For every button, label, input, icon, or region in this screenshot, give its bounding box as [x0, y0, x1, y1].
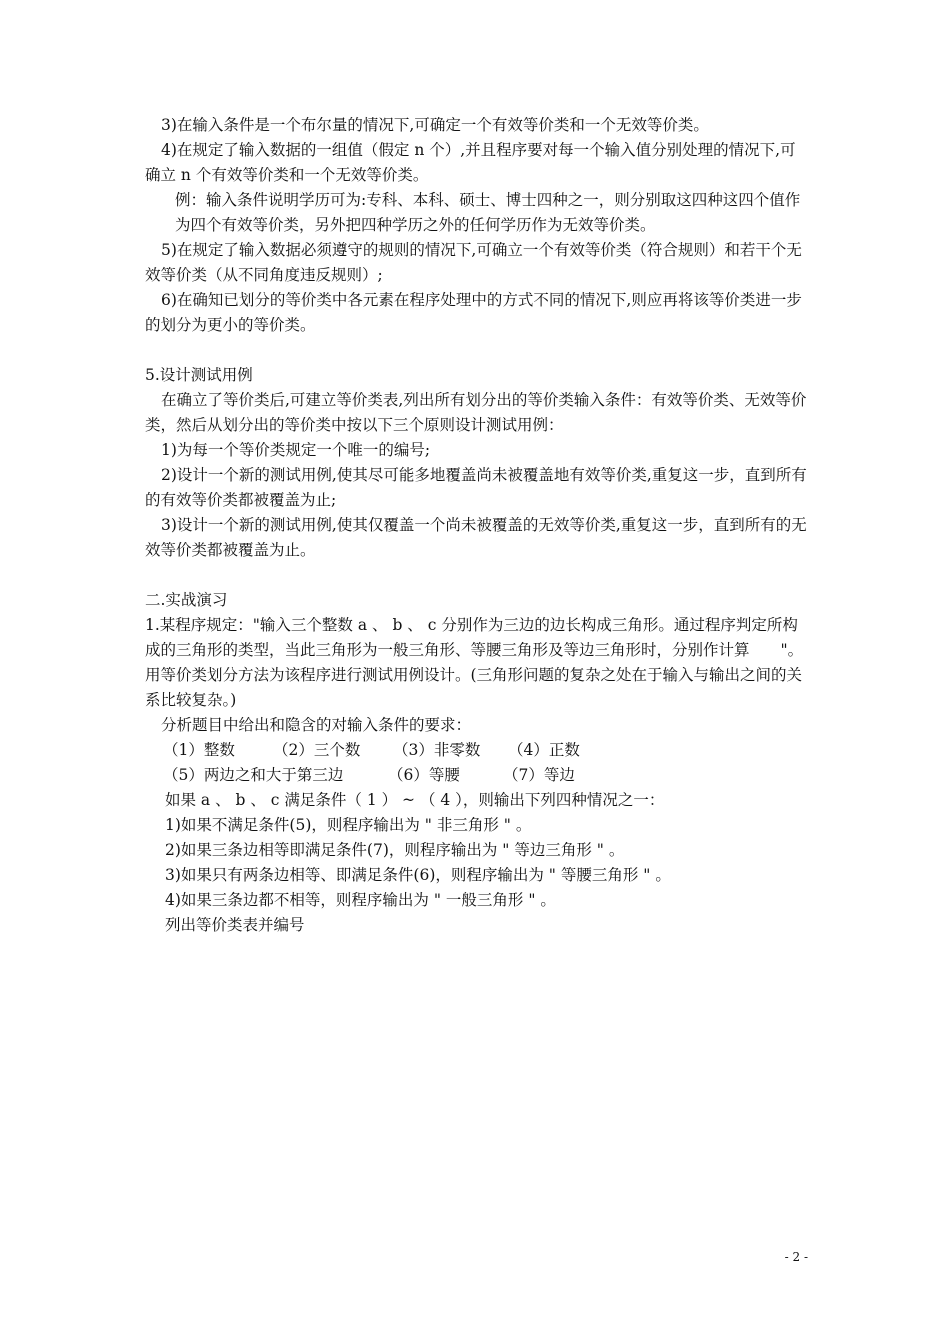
- condition-2: （2）三个数: [273, 741, 361, 759]
- paragraph-rule-6: 6)在确知已划分的等价类中各元素在程序处理中的方式不同的情况下,则应再将该等价类进一步的划分为更小的等价类。: [145, 291, 802, 334]
- conditions-row-2: [145, 763, 807, 788]
- section5-item-3: 3)设计一个新的测试用例,使其仅覆盖一个尚未被覆盖的无效等价类,重复这一步，直到所有的无效等价类都被覆盖为止。: [145, 516, 807, 559]
- paragraph-rule-3: 3)在输入条件是一个布尔量的情况下,可确定一个有效等价类和一个无效等价类。: [161, 116, 709, 134]
- output-2: 2)如果三条边相等即满足条件(7)，则程序输出为 " 等边三角形 " 。: [165, 841, 625, 859]
- section5-item-1: 1)为每一个等价类规定一个唯一的编号;: [161, 441, 431, 459]
- condition-3: （3）非零数: [393, 741, 481, 759]
- section5-item-2: 2)设计一个新的测试用例,使其尽可能多地覆盖尚未被覆盖地有效等价类,重复这一步，直到所有的有效等价类都被覆盖为止;: [145, 466, 807, 509]
- paragraph-rule-5: 5)在规定了输入数据必须遵守的规则的情况下,可确立一个有效等价类（符合规则）和若干个无效等价类（从不同角度违反规则）;: [145, 241, 802, 284]
- page-number: - 2 -: [784, 1250, 808, 1264]
- section2-heading: 二.实战演习: [145, 591, 228, 609]
- conditions-row-1: [145, 738, 807, 763]
- section5-intro: 在确立了等价类后,可建立等价类表,列出所有划分出的等价类输入条件：有效等价类、无效等价类，然后从划分出的等价类中按以下三个原则设计测试用例：: [145, 391, 807, 434]
- condition-7: （7）等边: [503, 766, 575, 784]
- analysis-line: 分析题目中给出和隐含的对输入条件的要求：: [161, 716, 472, 734]
- paragraph-example: 例：输入条件说明学历可为:专科、本科、硕士、博士四种之一，则分别取这四种这四个值作为四个有效等价类，另外把四种学历之外的任何学历作为无效等价类。: [175, 191, 801, 234]
- output-4: 4)如果三条边都不相等，则程序输出为 " 一般三角形 " 。: [165, 891, 556, 909]
- condition-4: （4）正数: [508, 741, 580, 759]
- output-1: 1)如果不满足条件(5)，则程序输出为 " 非三角形 " 。: [165, 816, 532, 834]
- output-3: 3)如果只有两条边相等、即满足条件(6)，则程序输出为 " 等腰三角形 " 。: [165, 866, 671, 884]
- paragraph-rule-4: 4)在规定了输入数据的一组值（假定 n 个）,并且程序要对每一个输入值分别处理的情况下,可确立 n 个有效等价类和一个无效等价类。: [145, 141, 796, 184]
- condition-5: （5）两边之和大于第三边: [163, 766, 344, 784]
- problem-statement: 1.某程序规定："输入三个整数 a 、 b 、 c 分别作为三边的边长构成三角形。通过程序判定所构成的三角形的类型，当此三角形为一般三角形、等腰三角形及等边三角形时，分别作计算 "。用等价类划分方法为该程序进行测试用例设计。(三角形问题的复杂之处在于输入与输出之间的关系比较复杂。): [145, 616, 804, 709]
- closing-line: 列出等价类表并编号: [165, 916, 305, 934]
- condition-6: （6）等腰: [388, 766, 460, 784]
- condition-1: （1）整数: [163, 741, 235, 759]
- section1-block: [145, 113, 807, 938]
- section5-heading: 5.设计测试用例: [145, 366, 253, 384]
- if-condition-line: 如果 a 、 b 、 c 满足条件（ 1 ） ~ （ 4 ），则输出下列四种情况之一：: [165, 791, 665, 809]
